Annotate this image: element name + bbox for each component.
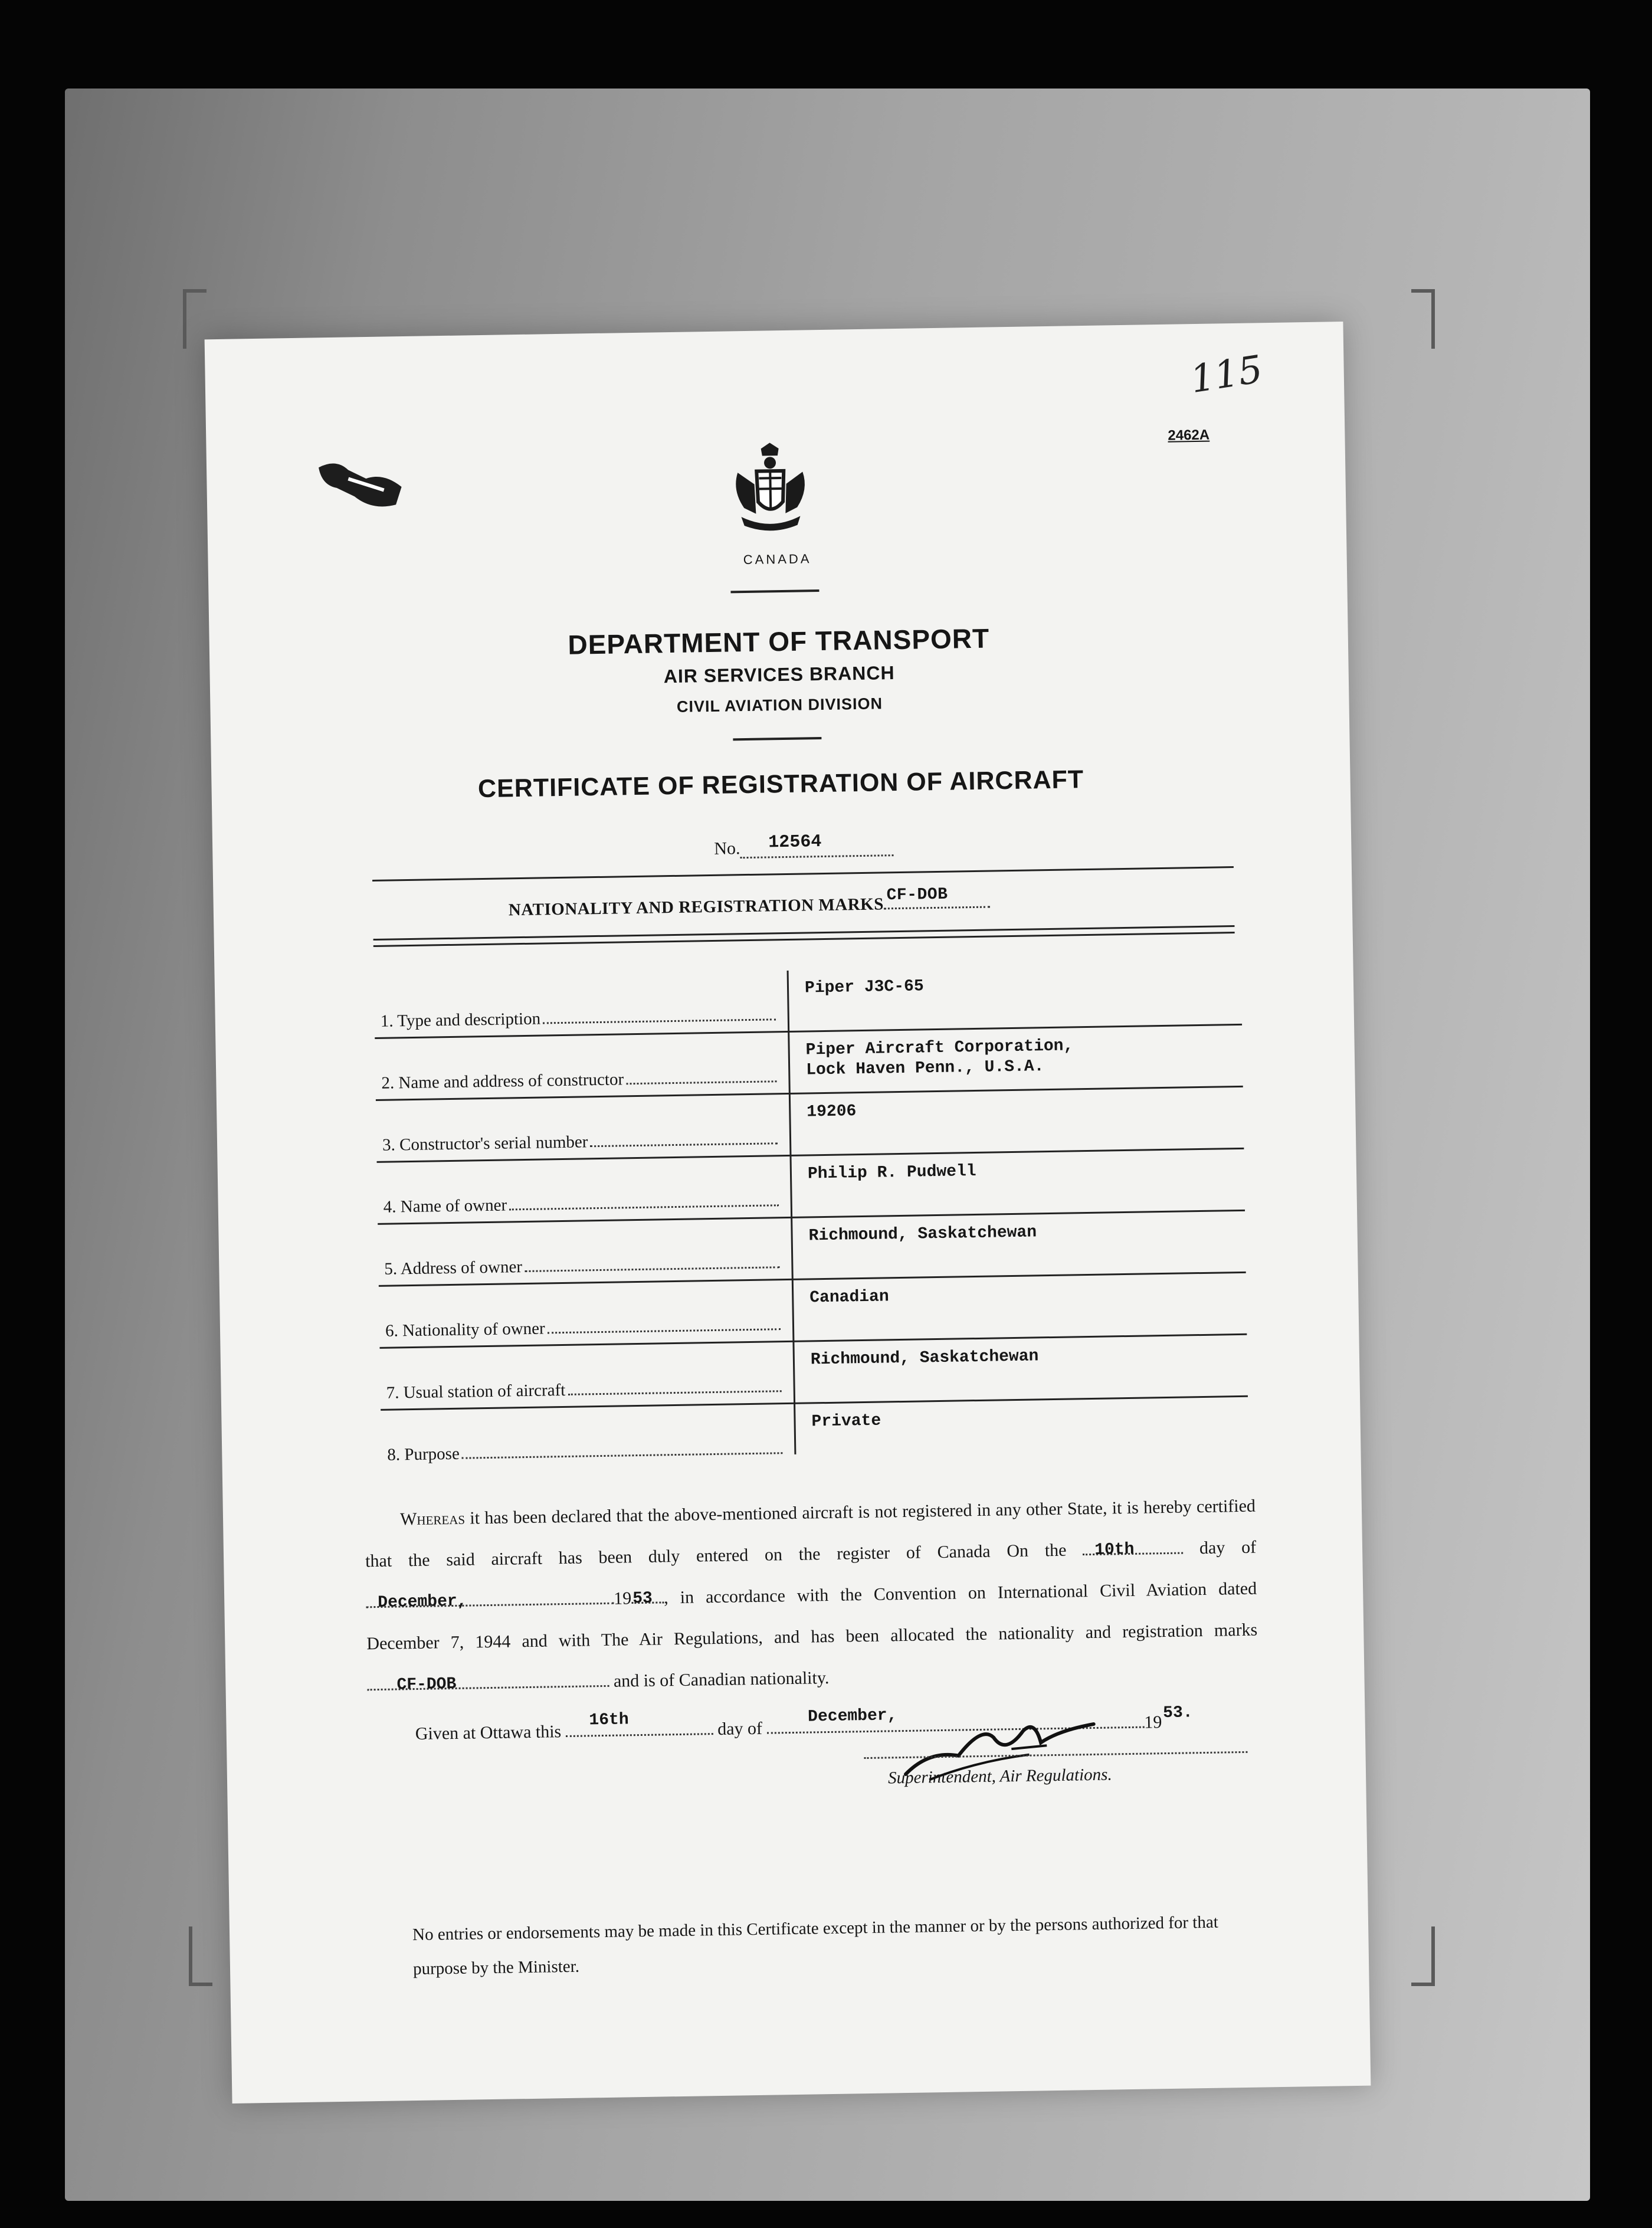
field-label: 4. Name of owner bbox=[383, 1195, 507, 1217]
form-number: 2462A bbox=[1168, 427, 1210, 444]
field-label: 7. Usual station of aircraft bbox=[386, 1380, 566, 1403]
field-label: 3. Constructor's serial number bbox=[382, 1132, 588, 1155]
given-prefix: Given at Ottawa this bbox=[415, 1722, 562, 1744]
registration-marks bbox=[508, 885, 991, 920]
branch-heading: AIR SERVICES BRANCH bbox=[663, 662, 895, 687]
declaration-text: and has been allocated the nationality and registration marks bbox=[773, 1620, 1258, 1647]
field-label: 2. Name and address of constructor bbox=[381, 1070, 624, 1093]
declaration-text: it has been declared that the above-mentioned aircraft is not registered in any other State, it is hereby certified that the said aircraft has been duly entered on the register of Canada bbox=[365, 1496, 1256, 1571]
registration-details-table bbox=[374, 964, 1249, 1471]
crop-mark-top-right bbox=[1411, 289, 1435, 349]
registered-month: December, bbox=[378, 1592, 467, 1612]
declaration-paragraph bbox=[365, 1486, 1258, 1706]
table-row bbox=[381, 1397, 1248, 1471]
field-label: 8. Purpose bbox=[387, 1444, 460, 1464]
crop-mark-bottom-right bbox=[1411, 1926, 1435, 1986]
emblem-label: CANADA bbox=[743, 551, 812, 568]
crop-mark-bottom-left bbox=[189, 1926, 212, 1986]
divider bbox=[373, 925, 1235, 947]
registered-year: 53 bbox=[632, 1589, 653, 1608]
given-day: 16th bbox=[589, 1711, 629, 1730]
signatory-title: Superintendent, Air Regulations. bbox=[887, 1765, 1112, 1788]
field-value: Canadian bbox=[809, 1287, 889, 1308]
field-label: 6. Nationality of owner bbox=[385, 1319, 545, 1341]
registration-marks-label: NATIONALITY AND REGISTRATION MARKS bbox=[508, 895, 884, 920]
declaration-text: , in accordance with the Convention on International Civil Aviation dated December 7, 1944 and with The Air Regulations, bbox=[366, 1578, 1257, 1654]
coat-of-arms-emblem bbox=[726, 442, 815, 538]
field-value: Private bbox=[811, 1411, 881, 1431]
certificate-sheet bbox=[205, 322, 1371, 2104]
declaration-day-of: day of bbox=[1199, 1537, 1257, 1558]
division-heading: CIVIL AVIATION DIVISION bbox=[676, 694, 883, 716]
department-heading: DEPARTMENT OF TRANSPORT bbox=[568, 622, 990, 660]
year-prefix: 19 bbox=[613, 1588, 632, 1608]
notice-text: No entries or endorsements may be made in this Certificate except in the manner or by the persons authorized for that purpose by the Minister. bbox=[412, 1912, 1219, 1979]
divider bbox=[733, 737, 821, 741]
crop-mark-top-left bbox=[183, 289, 206, 349]
declaration-on-the: On the bbox=[1007, 1540, 1067, 1561]
field-label: 5. Address of owner bbox=[384, 1257, 523, 1279]
field-value: Richmound, Saskatchewan bbox=[810, 1347, 1039, 1369]
given-month: December, bbox=[807, 1706, 897, 1726]
certificate-number bbox=[714, 832, 894, 859]
field-value: Philip R. Pudwell bbox=[807, 1162, 976, 1184]
given-day-of: day of bbox=[717, 1718, 763, 1739]
declaration-whereas: Whereas bbox=[399, 1508, 466, 1529]
divider bbox=[372, 866, 1234, 882]
declaration-text: and is of Canadian nationality. bbox=[613, 1667, 830, 1691]
field-value: Piper Aircraft Corporation, Lock Haven Penn., U.S.A. bbox=[805, 1037, 1074, 1080]
field-label: 1. Type and description bbox=[380, 1009, 541, 1031]
certificate-title: CERTIFICATE OF REGISTRATION OF AIRCRAFT bbox=[477, 765, 1084, 804]
registered-day: 10th bbox=[1094, 1540, 1135, 1559]
given-year-prefix: 19 bbox=[1144, 1712, 1162, 1732]
certificate-number-value: 12564 bbox=[768, 832, 822, 853]
given-year: 53. bbox=[1162, 1703, 1193, 1723]
allocated-marks: CF-DOB bbox=[396, 1675, 457, 1695]
field-value: Richmound, Saskatchewan bbox=[808, 1223, 1037, 1246]
certificate-number-label: No. bbox=[714, 838, 740, 859]
handwritten-page-number: 115 bbox=[1187, 348, 1266, 402]
field-value: Piper J3C-65 bbox=[804, 977, 924, 998]
field-value: 19206 bbox=[807, 1102, 857, 1122]
divider bbox=[730, 589, 819, 593]
registration-marks-value: CF-DOB bbox=[886, 885, 948, 905]
ink-smudge bbox=[313, 454, 414, 521]
